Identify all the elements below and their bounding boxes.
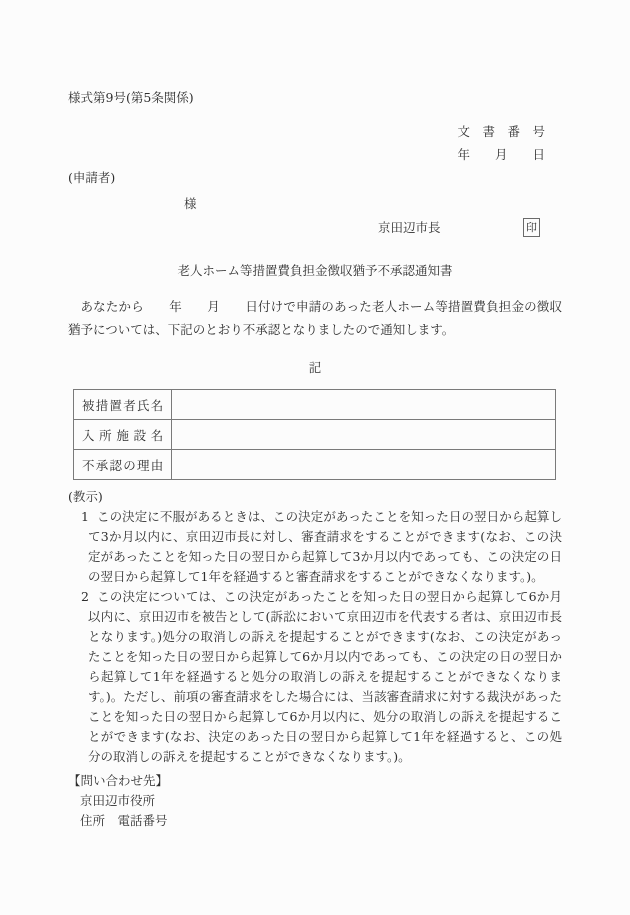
table-row (74, 390, 556, 420)
table-label-reason-for-disapproval: 不承認の理由 (74, 450, 172, 480)
addressee-suffix: 様 (184, 196, 197, 211)
table-value-placed-person-name (172, 390, 556, 420)
document-header-block (68, 120, 545, 166)
date-line: 年 月 日 (457, 147, 545, 162)
table-row (74, 450, 556, 480)
instruction-item-number: 2 (81, 589, 89, 604)
instruction-item-number: 1 (81, 509, 89, 524)
instruction-item-text: この決定については、この決定があったことを知った日の翌日から起算して6か月以内に、京田辺市を被告として(訴訟において京田辺市を代表する者は、京田辺市長となります。)処分の取消しの訴えを提起することができます(なお、この決定があったことを知った日の翌日から起算して6か月以内であっても、この決定の日の翌日から起算して1年を経過すると処分の取消しの訴えを提起することができなくなります。)。ただし、前項の審査請求をした場合には、当該審査請求に対する裁決があったことを知った日の翌日から起算して6か月以内に、処分の取消しの訴えを提起することができます(なお、決定のあった日の翌日から起算して1年を経過すると、この処分の取消しの訴えを提起することができなくなります。)。 (88, 589, 562, 764)
contact-header: 【問い合わせ先】 (68, 773, 169, 788)
notice-body: あなたから 年 月 日付けで申請のあった老人ホーム等措置費負担金の徴収猶予については、下記のとおり不承認となりましたので通知します。 (68, 299, 562, 337)
table-value-reason-for-disapproval (172, 450, 556, 480)
instruction-item-text: この決定に不服があるときは、この決定があったことを知った日の翌日から起算して3か月以内に、京田辺市長に対し、審査請求をすることができます(なお、この決定があったことを知った日の翌日から起算して3か月以内であっても、この決定の日の翌日から起算して1年を経過すると審査請求をすることができなくなります。)。 (88, 509, 562, 584)
table-row (74, 420, 556, 450)
instructions-header: (教示) (68, 489, 103, 504)
seal-character: 印 (526, 221, 537, 234)
table-label-facility-name: 入所施設名 (74, 420, 172, 450)
record-marker: 記 (308, 360, 322, 375)
contact-address-phone: 住所 電話番号 (80, 813, 168, 828)
instruction-item-1 (76, 507, 562, 587)
doc-number-label: 文 書 番 号 (457, 124, 545, 139)
applicant-label: (申請者) (68, 170, 116, 185)
seal-placeholder-box (523, 218, 540, 237)
issuer-name: 京田辺市長 (378, 220, 441, 235)
table-value-facility-name (172, 420, 556, 450)
document-title: 老人ホーム等措置費負担金徴収猶予不承認通知書 (177, 263, 453, 278)
contact-office: 京田辺市役所 (80, 793, 156, 808)
form-number: 様式第9号(第5条関係) (68, 90, 194, 105)
notice-table (73, 389, 556, 480)
issuer-line (68, 216, 562, 239)
instruction-item-2 (76, 587, 562, 767)
table-label-placed-person-name: 被措置者氏名 (74, 390, 172, 420)
